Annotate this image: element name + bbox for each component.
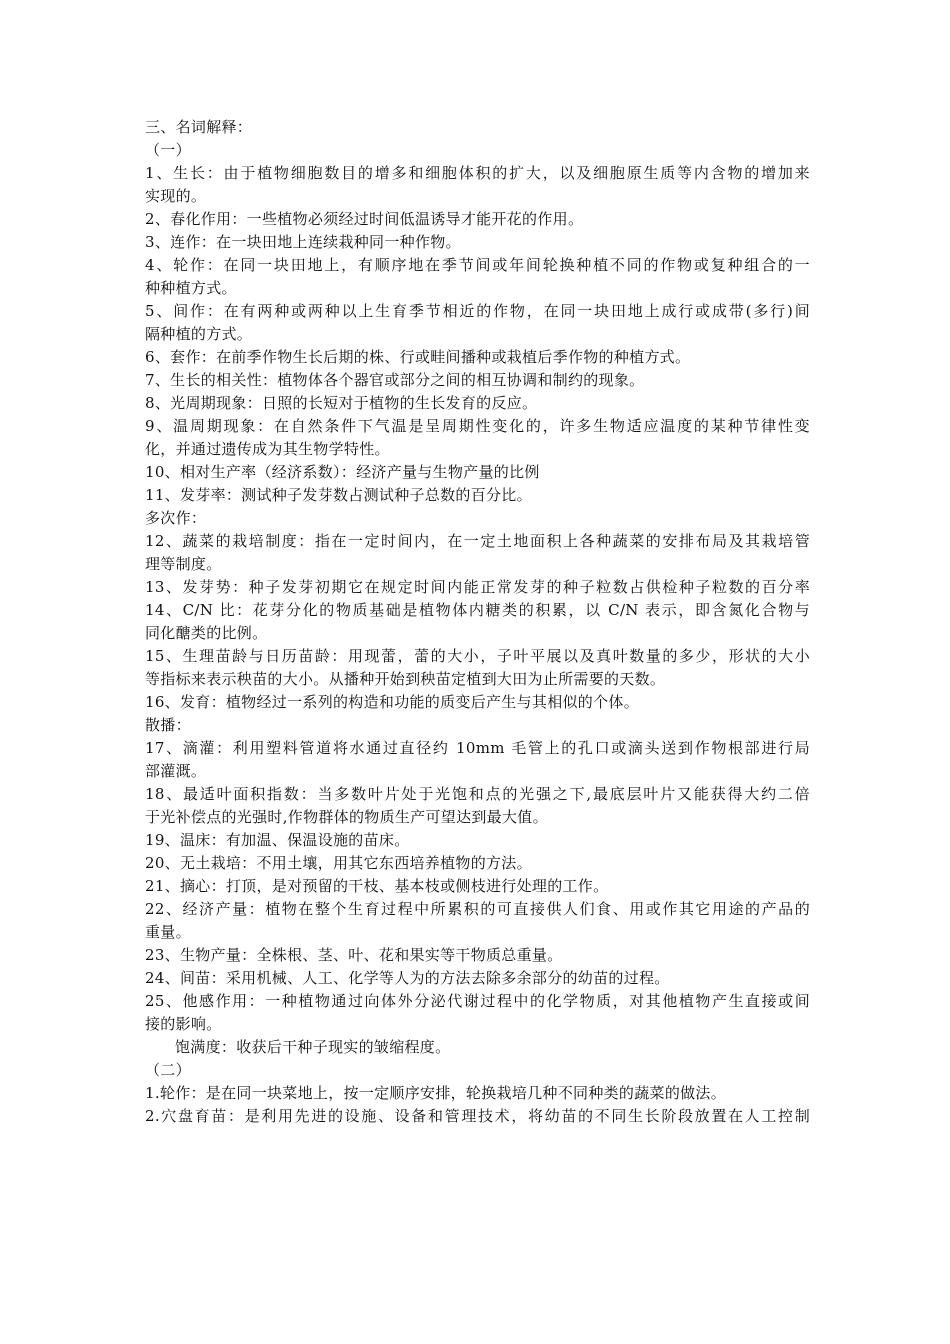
text-line: 11、发芽率：测试种子发芽数占测试种子总数的百分比。	[145, 486, 532, 504]
text-line: 4、轮作：在同一块田地上，有顺序地在季节间或年间轮换种植不同的作物或复种组合的一	[145, 256, 810, 274]
text-line: 15、生理苗龄与日历苗龄：用现蕾，蕾的大小，子叶平展以及真叶数量的多少，形状的大小	[145, 647, 810, 665]
text-line: 23、生物产量：全株根、茎、叶、花和果实等干物质总重量。	[145, 946, 563, 964]
text-line: （二）	[145, 1061, 191, 1079]
text-line: 19、温床：有加温、保温设施的苗床。	[145, 831, 410, 849]
text-line: 14、C/N 比：花芽分化的物质基础是植物体内糖类的积累，以 C/N 表示，即含氮化合物与	[145, 601, 810, 619]
text-line: 部灌溉。	[145, 762, 207, 780]
text-line: 种种植方式。	[145, 279, 237, 297]
text-line: 接的影响。	[145, 1015, 222, 1033]
text-line: 2、春化作用：一些植物必须经过时间低温诱导才能开花的作用。	[145, 210, 584, 228]
text-line: 10、相对生产率（经济系数）：经济产量与生物产量的比例	[145, 463, 540, 481]
text-line: 2.穴盘育苗：是利用先进的设施、设备和管理技术，将幼苗的不同生长阶段放置在人工控制	[145, 1107, 810, 1125]
text-line: 理等制度。	[145, 555, 222, 573]
text-line: 散播：	[145, 716, 191, 734]
text-line: 1、生长：由于植物细胞数目的增多和细胞体积的扩大，以及细胞原生质等内含物的增加来	[145, 164, 810, 182]
text-line: 化，并通过遗传成为其生物学特性。	[145, 440, 390, 458]
text-line: 饱满度：收获后干种子现实的皱缩程度。	[175, 1038, 451, 1056]
text-line: 同化醣类的比例。	[145, 624, 268, 642]
text-line: 20、无土栽培：不用土壤，用其它东西培养植物的方法。	[145, 854, 532, 872]
text-line: 5、间作：在有两种或两种以上生育季节相近的作物，在同一块田地上成行或成带(多行)间	[145, 302, 810, 320]
text-line: 12、蔬菜的栽培制度：指在一定时间内，在一定土地面积上各种蔬菜的安排布局及其栽培管	[145, 532, 810, 550]
text-line: 16、发育：植物经过一系列的构造和功能的质变后产生与其相似的个体。	[145, 693, 639, 711]
text-line: 等指标来表示秧苗的大小。从播种开始到秧苗定植到大田为止所需要的天数。	[145, 670, 666, 688]
text-line: 7、生长的相关性：植物体各个器官或部分之间的相互协调和制约的现象。	[145, 371, 645, 389]
text-line: 于光补偿点的光强时,作物群体的物质生产可望达到最大值。	[145, 808, 548, 826]
text-line: 三、名词解释：	[145, 118, 253, 136]
text-line: 13、发芽势：种子发芽初期它在规定时间内能正常发芽的种子粒数占供检种子粒数的百分率	[145, 578, 810, 596]
text-line: 17、滴灌：利用塑料管道将水通过直径约 10mm 毛管上的孔口或滴头送到作物根部进行局	[145, 739, 810, 757]
text-line: 9、温周期现象：在自然条件下气温是呈周期性变化的，许多生物适应温度的某种节律性变	[145, 417, 810, 435]
text-line: 3、连作：在一块田地上连续栽种同一种作物。	[145, 233, 461, 251]
text-line: （一）	[145, 141, 191, 159]
text-line: 6、套作：在前季作物生长后期的株、行或畦间播种或栽植后季作物的种植方式。	[145, 348, 691, 366]
text-line: 实现的。	[145, 187, 207, 205]
text-line: 多次作：	[145, 509, 207, 527]
text-line: 1.轮作：是在同一块菜地上，按一定顺序安排，轮换栽培几种不同种类的蔬菜的做法。	[145, 1084, 727, 1102]
text-line: 重量。	[145, 923, 191, 941]
text-line: 隔种植的方式。	[145, 325, 253, 343]
text-line: 21、摘心：打顶，是对预留的干枝、基本枝或侧枝进行处理的工作。	[145, 877, 609, 895]
text-line: 8、光周期现象：日照的长短对于植物的生长发育的反应。	[145, 394, 538, 412]
text-line: 22、经济产量：植物在整个生育过程中所累积的可直接供人们食、用或作其它用途的产品的	[145, 900, 810, 918]
text-line: 24、间苗：采用机械、人工、化学等人为的方法去除多余部分的幼苗的过程。	[145, 969, 670, 987]
text-line: 18、最适叶面积指数：当多数叶片处于光饱和点的光强之下,最底层叶片又能获得大约二倍	[145, 785, 810, 803]
document-page	[145, 116, 810, 1128]
text-line: 25、他感作用：一种植物通过向体外分泌代谢过程中的化学物质，对其他植物产生直接或间	[145, 992, 810, 1010]
